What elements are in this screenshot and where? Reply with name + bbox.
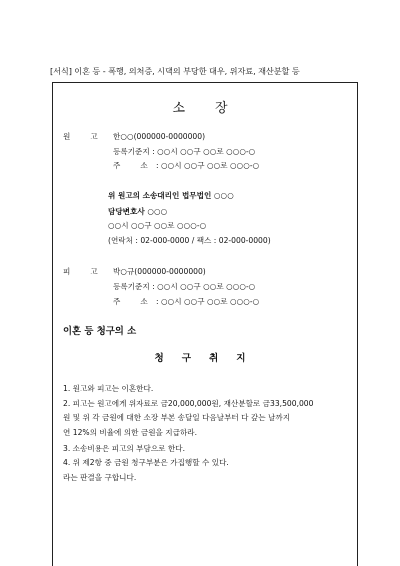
plaintiff-name: 한○○(000000-0000000) <box>113 132 206 141</box>
case-name: 이혼 등 청구의 소 <box>63 326 137 337</box>
claim-line: 4. 위 제2항 중 금원 청구부분은 가집행할 수 있다. <box>63 458 229 467</box>
defendant-address: : ○○시 ○○구 ○○로 ○○○-○ <box>156 297 260 306</box>
claim-line: 3. 소송비용은 피고의 부담으로 한다. <box>63 444 186 453</box>
plaintiff-reg-address: 등록기준지 : ○○시 ○○구 ○○로 ○○○-○ <box>113 147 256 156</box>
title-char: 장 <box>215 101 258 116</box>
defendant-address-label: 주 소 <box>113 297 148 306</box>
plaintiff-address-label: 주 소 <box>113 161 148 170</box>
claim-line: 2. 피고는 원고에게 위자료로 금20,000,000원, 재산분할로 금33,500,000 <box>63 399 314 408</box>
defendant-label: 피 고 <box>63 267 98 276</box>
document-title <box>0 97 400 116</box>
attorney-contact: (연락처 : 02-000-0000 / 팩스 : 02-000-0000) <box>108 236 271 245</box>
form-header: [서식] 이혼 등 - 폭행, 의처증, 시댁의 부당한 대우, 위자료, 재산분할 등 <box>50 66 300 76</box>
defendant-name: 박○규(000000-0000000) <box>113 267 206 276</box>
claim-title: 청 구 취 지 <box>154 353 246 364</box>
defendant-reg-address: 등록기준지 : ○○시 ○○구 ○○로 ○○○-○ <box>113 282 256 291</box>
plaintiff-address: : ○○시 ○○구 ○○로 ○○○-○ <box>156 161 260 170</box>
attorney-address: ○○시 ○○구 ○○로 ○○○-○ <box>108 221 207 230</box>
claim-line: 1. 원고와 피고는 이혼한다. <box>63 384 154 393</box>
attorney-line1: 위 원고의 소송대리인 법무법인 ○○○ <box>108 191 234 200</box>
claim-line: 라는 판결을 구합니다. <box>63 473 137 482</box>
claim-line: 원 및 위 각 금원에 대한 소장 부본 송달일 다음날부터 다 갚는 날까지 <box>63 413 291 422</box>
claim-line: 연 12%의 비율에 의한 금원을 지급하라. <box>63 428 198 437</box>
attorney-line2: 담당변호사 ○○○ <box>108 207 168 216</box>
title-char: 소 <box>172 101 215 116</box>
plaintiff-label: 원 고 <box>63 132 98 141</box>
